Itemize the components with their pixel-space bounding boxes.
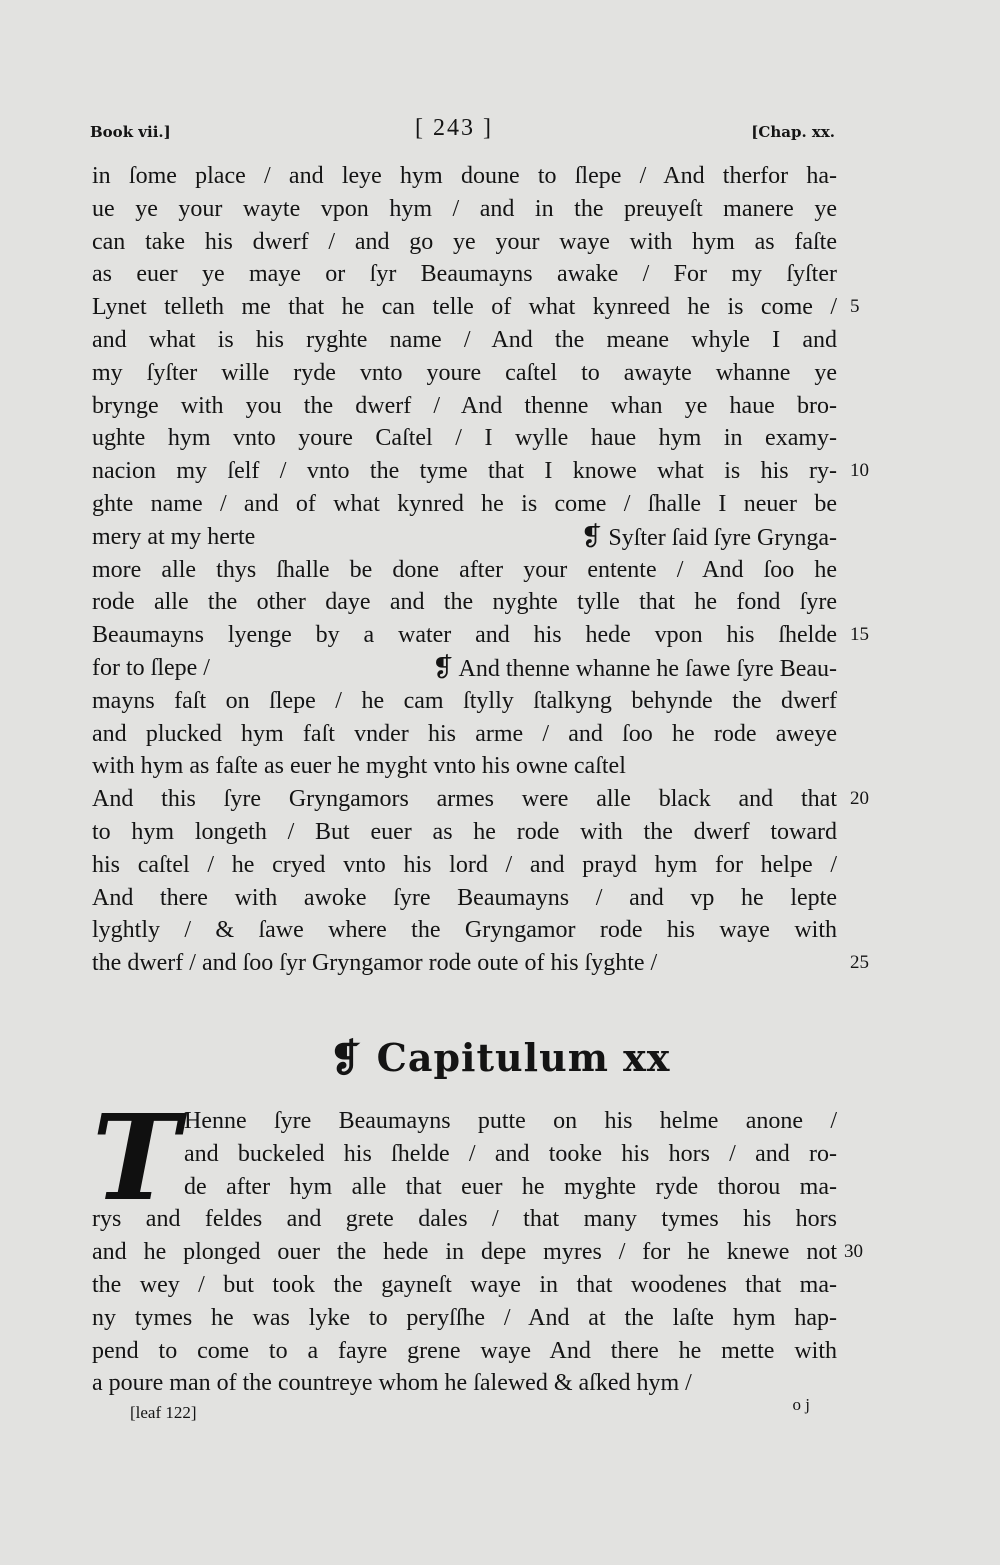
line-text: lyghtly / & ſawe where the Gryngamor rode his waye with [92,917,837,944]
line-continuation [581,521,837,554]
line-number: 5 [850,296,860,318]
main-text-block [92,160,869,980]
chapter-line [92,1367,837,1400]
signature-mark: o j [792,1395,810,1414]
line-text: and what is his ryghte name / And the meane whyle I and [92,326,837,353]
text-line [92,914,837,947]
chapter-line [92,1335,837,1368]
line-text: and plucked hym faſt vnder his arme / and ſoo he rode aweye [92,720,837,747]
book-label: Book vii.] [90,123,171,141]
line-text: more alle thys ſhalle be done after your entente / And ſoo he [92,556,837,583]
line-text: his caſtel / he cryed vnto his lord / and prayd hym for helpe / [92,851,837,878]
line-number: 15 [850,624,869,646]
line-text: pend to come to a fayre grene waye And there he mette with [92,1337,837,1364]
running-header [90,115,835,145]
text-line [92,160,837,193]
line-text: can take his dwerf / and go ye your waye with hym as faſte [92,228,837,255]
text-line [92,718,837,751]
line-text: the dwerf / and ſoo ſyr Gryngamor rode oute of his ſyghte / [92,950,658,977]
line-text: ny tymes he was lyke to peryſſhe / And at the laſte hym hap- [92,1304,837,1331]
line-text: in ſome place / and leye hym doune to ſlepe / And therfor ha- [92,163,837,189]
line-text: and he plonged ouer the hede in depe myres / for he knewe not [92,1239,837,1266]
line-text: And there with awoke ſyre Beaumayns / and vp he lepte [92,884,837,911]
line-text: the wey / but took the gayneſt waye in that woodenes that ma- [92,1271,837,1298]
line-text: a poure man of the countreye whom he ſalewed & aſked hym / [92,1370,692,1397]
line-number: 25 [850,952,869,974]
text-line [92,226,837,259]
line-text: rode alle the other daye and the nyghte tylle that he fond ſyre [92,589,837,616]
page-number: [ 243 ] [415,115,493,141]
line-number: 30 [844,1241,863,1263]
chapter-line [184,1138,837,1171]
line-text: rys and feldes and grete dales / that many tymes his hors [92,1206,837,1233]
line-text: to hym longeth / But euer as he rode with the dwerf toward [92,818,837,845]
text-line [92,783,869,816]
chapter-line [184,1171,837,1204]
line-text: ghte name / and of what kynred he is come / ſhalle I neuer be [92,490,837,517]
text-line [92,324,837,357]
text-line [92,849,837,882]
text-line [92,521,837,554]
chapter-line [92,1236,863,1269]
text-line [92,455,869,488]
text-line [92,652,837,685]
line-text: and buckeled his ſhelde / and tooke his hors / and ro- [184,1140,837,1167]
text-line [92,291,860,324]
text-line [92,750,837,783]
line-continuation [432,652,837,685]
text-line [92,816,837,849]
line-number: 20 [850,788,869,810]
text-line [92,390,837,423]
pilcrow-mark: ❡ [432,652,454,683]
chapter-line [92,1269,837,1302]
line-text: mayns faſt on ſlepe / he cam ſtylly ſtalkyng behynde the dwerf [92,687,837,714]
text-line [92,422,837,455]
page-footer [130,1395,810,1428]
line-text: Lynet telleth me that he can telle of what kynreed he is come / [92,294,837,321]
text-line [92,685,837,718]
line-text: mery at my herte [92,523,256,550]
line-text: Beaumayns lyenge by a water and his hede vpon his ſhelde [92,622,837,649]
text-line [92,619,869,652]
chapter-line [92,1302,837,1335]
line-text: de after hym alle that euer he myghte ryde thorou ma- [184,1173,837,1200]
line-text: nacion my ſelf / vnto the tyme that I knowe what is his ry- [92,458,837,485]
text-line [92,488,837,521]
line-text: brynge with you the dwerf / And thenne whan ye haue bro- [92,392,837,419]
line-text: Syſter ſaid ſyre Grynga- [608,524,837,551]
text-line [92,258,837,291]
pilcrow-mark: ❡ [580,521,603,552]
chapter-text-block [92,1088,863,1400]
text-line [92,193,837,226]
line-text: And thenne whanne he ſawe ſyre Beau- [458,655,837,682]
line-text: And this ſyre Gryngamors armes were alle black and that [92,786,837,813]
chapter-heading: ❡ Capitulum xx [329,1035,671,1080]
text-line [92,882,837,915]
line-text: Henne ſyre Beaumayns putte on his helme anone / [184,1108,837,1134]
line-text: ughte hym vnto youre Caſtel / I wylle haue hym in examy- [92,425,837,452]
drop-cap-initial: T [92,1088,180,1227]
text-line [92,586,837,619]
line-text: as euer ye maye or ſyr Beaumayns awake / For my ſyſter [92,261,837,288]
line-text: my ſyſter wille ryde vnto youre caſtel to awayte whanne ye [92,359,837,386]
line-text: ue ye your wayte vpon hym / and in the preuyeſt manere ye [92,195,837,222]
text-line [92,947,869,980]
line-number: 10 [850,460,869,482]
leaf-label: [leaf 122] [130,1403,197,1422]
text-line [92,357,837,390]
line-text: with hym as faſte as euer he myght vnto his owne caſtel [92,753,626,780]
chapter-line [92,1203,837,1236]
chapter-line [184,1105,837,1138]
chapter-label: [Chap. xx. [751,123,835,141]
text-line [92,554,837,587]
line-text: for to ſlepe / [92,654,210,681]
